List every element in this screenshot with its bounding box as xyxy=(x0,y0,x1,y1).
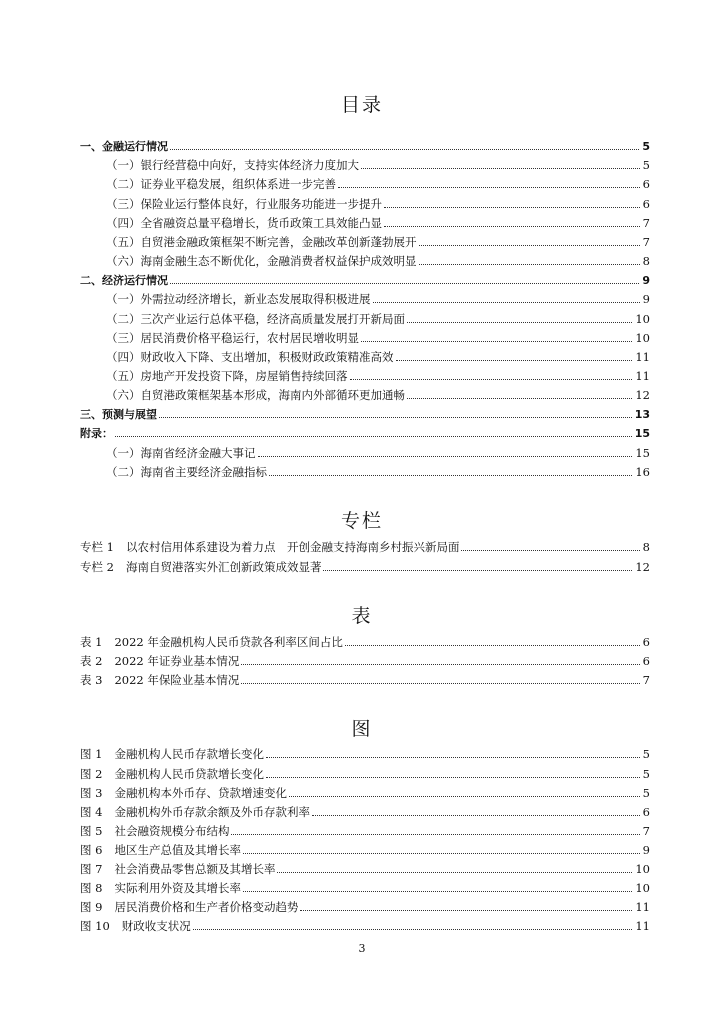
toc-entry-label: 二、经济运行情况 xyxy=(80,274,168,287)
toc-entry-page: 11 xyxy=(635,369,650,383)
dot-leader xyxy=(269,475,632,476)
figure-entry[interactable] xyxy=(80,880,650,896)
figure-entry-prefix: 图 7 xyxy=(80,862,103,876)
toc-entry-label: （四）全省融资总量平稳增长，货币政策工具效能凸显 xyxy=(106,216,382,230)
toc-entry[interactable] xyxy=(80,272,650,288)
toc-entry-page: 9 xyxy=(642,274,650,287)
toc-entry-page: 10 xyxy=(635,312,650,326)
toc-entry-page: 9 xyxy=(642,292,650,306)
dot-leader xyxy=(361,341,632,342)
toc-entry-label: 三、预测与展望 xyxy=(80,408,157,421)
toc-entry[interactable] xyxy=(80,253,650,269)
toc-entry[interactable] xyxy=(80,138,650,154)
toc-entry-label: （一）海南省经济金融大事记 xyxy=(106,446,256,460)
dot-leader xyxy=(350,379,633,380)
figure-entry-prefix: 图 3 xyxy=(80,786,103,800)
table-entry-page: 6 xyxy=(642,635,650,649)
toc-entry-label: （六）海南金融生态不断优化，金融消费者权益保护成效明显 xyxy=(106,254,417,268)
dot-leader xyxy=(345,645,640,646)
figure-entry-prefix: 图 2 xyxy=(80,767,103,781)
toc-entry[interactable] xyxy=(80,445,650,461)
column-entry-label: 海南自贸港落实外汇创新政策成效显著 xyxy=(125,560,322,574)
figure-entry-prefix: 图 6 xyxy=(80,843,103,857)
dot-leader xyxy=(461,550,639,551)
toc-entry[interactable] xyxy=(80,425,650,441)
toc-entry-page: 16 xyxy=(635,465,650,479)
toc-entry-label: （一）外需拉动经济增长，新业态发展取得积极进展 xyxy=(106,292,371,306)
figure-entry[interactable] xyxy=(80,804,650,820)
table-entry-prefix: 表 1 xyxy=(80,635,103,649)
toc-entry[interactable] xyxy=(80,157,650,173)
dot-leader xyxy=(241,683,639,684)
toc-entry-page: 8 xyxy=(642,254,650,268)
column-entry[interactable] xyxy=(80,559,650,575)
toc-entry[interactable] xyxy=(80,234,650,250)
toc-entry-label: 一、金融运行情况 xyxy=(80,140,168,153)
figure-entry[interactable] xyxy=(80,766,650,782)
figure-entry-prefix: 图 8 xyxy=(80,881,103,895)
figure-entry[interactable] xyxy=(80,746,650,762)
figure-entry-page: 7 xyxy=(642,824,650,838)
toc-entry-label: （二）证券业平稳发展，组织体系进一步完善 xyxy=(106,177,336,191)
toc-entry-label: （四）财政收入下降、支出增加，积极财政政策精准高效 xyxy=(106,350,394,364)
figure-entry-label: 金融机构人民币贷款增长变化 xyxy=(114,767,264,781)
figure-entry-label: 社会融资规模分布结构 xyxy=(114,824,230,838)
dot-leader xyxy=(170,283,639,284)
dot-leader xyxy=(170,149,639,150)
dot-leader xyxy=(241,664,639,665)
figure-entry[interactable] xyxy=(80,842,650,858)
dot-leader xyxy=(159,417,632,418)
figure-entry-label: 金融机构本外币存、贷款增速变化 xyxy=(114,786,287,800)
toc-entry-page: 7 xyxy=(642,235,650,249)
figure-entry-page: 6 xyxy=(642,805,650,819)
toc-entry-page: 15 xyxy=(634,427,650,440)
dot-leader xyxy=(231,834,639,835)
figure-entry-prefix: 图 9 xyxy=(80,900,103,914)
figure-entry[interactable] xyxy=(80,899,650,915)
dot-leader xyxy=(193,929,633,930)
figure-entry-label: 财政收支状况 xyxy=(121,919,191,933)
dot-leader xyxy=(384,226,640,227)
figure-entry-prefix: 图 10 xyxy=(80,919,110,933)
figure-entry-page: 10 xyxy=(635,862,650,876)
toc-entry-page: 11 xyxy=(635,350,650,364)
figure-entry[interactable] xyxy=(80,823,650,839)
toc-entry-page: 13 xyxy=(634,408,650,421)
dot-leader xyxy=(361,168,640,169)
figure-entry-label: 社会消费品零售总额及其增长率 xyxy=(114,862,276,876)
toc-entry-page: 10 xyxy=(635,331,650,345)
table-entry-label: 2022 年金融机构人民币贷款各利率区间占比 xyxy=(114,635,343,649)
dot-leader xyxy=(312,815,640,816)
dot-leader xyxy=(115,436,632,437)
table-entry-page: 6 xyxy=(642,654,650,668)
column-entry-page: 8 xyxy=(642,540,650,554)
toc-entry-label: （二）三次产业运行总体平稳，经济高质量发展打开新局面 xyxy=(106,312,405,326)
dot-leader xyxy=(419,264,640,265)
figure-entry[interactable] xyxy=(80,918,650,934)
figure-entry-prefix: 图 1 xyxy=(80,747,103,761)
toc-entry-label: （三）保险业运行整体良好，行业服务功能进一步提升 xyxy=(106,197,382,211)
figure-entry-label: 金融机构外币存款余额及外币存款利率 xyxy=(114,805,310,819)
table-entry-page: 7 xyxy=(642,673,650,687)
column-entry-page: 12 xyxy=(635,560,650,574)
toc-entry-label: （五）自贸港金融政策框架不断完善，金融改革创新蓬勃展开 xyxy=(106,235,417,249)
dot-leader xyxy=(407,322,632,323)
figure-entry-page: 11 xyxy=(635,900,650,914)
figure-entry-page: 10 xyxy=(635,881,650,895)
figure-entry-label: 居民消费价格和生产者价格变动趋势 xyxy=(114,900,299,914)
figure-entry-label: 实际利用外资及其增长率 xyxy=(114,881,241,895)
columns-title: 专栏 xyxy=(340,510,383,532)
toc-entry[interactable] xyxy=(80,311,650,327)
table-entry-label: 2022 年证券业基本情况 xyxy=(114,654,240,668)
table-entry-prefix: 表 2 xyxy=(80,654,103,668)
column-entry[interactable] xyxy=(80,539,650,555)
toc-entry[interactable] xyxy=(80,368,650,384)
figure-entry-label: 金融机构人民币存款增长变化 xyxy=(114,747,264,761)
toc-entry-label: （五）房地产开发投资下降，房屋销售持续回落 xyxy=(106,369,348,383)
figure-entry-prefix: 图 5 xyxy=(80,824,103,838)
page-number: 3 xyxy=(358,942,366,955)
toc-entry[interactable] xyxy=(80,215,650,231)
dot-leader xyxy=(289,796,640,797)
dot-leader xyxy=(300,910,632,911)
column-entry-prefix: 专栏 2 xyxy=(80,560,114,574)
toc-entry[interactable] xyxy=(80,349,650,365)
toc-entry-page: 5 xyxy=(642,158,650,172)
toc-entry[interactable] xyxy=(80,196,650,212)
toc-entry-label: 附录： xyxy=(80,427,113,440)
table-entry[interactable] xyxy=(80,634,650,650)
figure-entry-page: 5 xyxy=(642,786,650,800)
dot-leader xyxy=(419,245,640,246)
toc-entry-label: （三）居民消费价格平稳运行，农村居民增收明显 xyxy=(106,331,359,345)
toc-entry[interactable] xyxy=(80,464,650,480)
figure-entry[interactable] xyxy=(80,861,650,877)
figure-entry-page: 11 xyxy=(635,919,650,933)
toc-entry-label: （一）银行经营稳中向好，支持实体经济力度加大 xyxy=(106,158,359,172)
figure-entry-prefix: 图 4 xyxy=(80,805,103,819)
dot-leader xyxy=(384,207,640,208)
dot-leader xyxy=(323,570,632,571)
table-entry[interactable] xyxy=(80,672,650,688)
figure-entry-page: 5 xyxy=(642,767,650,781)
figure-entry-label: 地区生产总值及其增长率 xyxy=(114,843,241,857)
toc-entry-page: 7 xyxy=(642,216,650,230)
dot-leader xyxy=(266,777,640,778)
figure-entry-page: 5 xyxy=(642,747,650,761)
toc-entry-page: 6 xyxy=(642,177,650,191)
toc-entry[interactable] xyxy=(80,291,650,307)
dot-leader xyxy=(373,302,640,303)
toc-entry[interactable] xyxy=(80,330,650,346)
toc-title: 目录 xyxy=(340,94,383,116)
dot-leader xyxy=(407,398,632,399)
table-entry-prefix: 表 3 xyxy=(80,673,103,687)
toc-entry-label: （二）海南省主要经济金融指标 xyxy=(106,465,267,479)
toc-entry-page: 12 xyxy=(635,388,650,402)
dot-leader xyxy=(277,872,632,873)
figure-entry-page: 9 xyxy=(642,843,650,857)
column-entry-prefix: 专栏 1 xyxy=(80,540,114,554)
dot-leader xyxy=(396,360,633,361)
figures-title: 图 xyxy=(351,718,373,740)
table-entry-label: 2022 年保险业基本情况 xyxy=(114,673,240,687)
toc-entry-page: 5 xyxy=(642,140,650,153)
tables-title: 表 xyxy=(351,605,373,627)
toc-entry[interactable] xyxy=(80,406,650,422)
toc-entry[interactable] xyxy=(80,176,650,192)
dot-leader xyxy=(266,757,640,758)
toc-entry-label: （六）自贸港政策框架基本形成，海南内外部循环更加通畅 xyxy=(106,388,405,402)
toc-entry-page: 15 xyxy=(635,446,650,460)
dot-leader xyxy=(243,853,640,854)
toc-entry[interactable] xyxy=(80,387,650,403)
dot-leader xyxy=(258,456,633,457)
toc-entry-page: 6 xyxy=(642,197,650,211)
column-entry-label: 以农村信用体系建设为着力点 开创金融支持海南乡村振兴新局面 xyxy=(125,540,460,554)
figure-entry[interactable] xyxy=(80,785,650,801)
table-entry[interactable] xyxy=(80,653,650,669)
dot-leader xyxy=(243,891,632,892)
dot-leader xyxy=(338,187,640,188)
